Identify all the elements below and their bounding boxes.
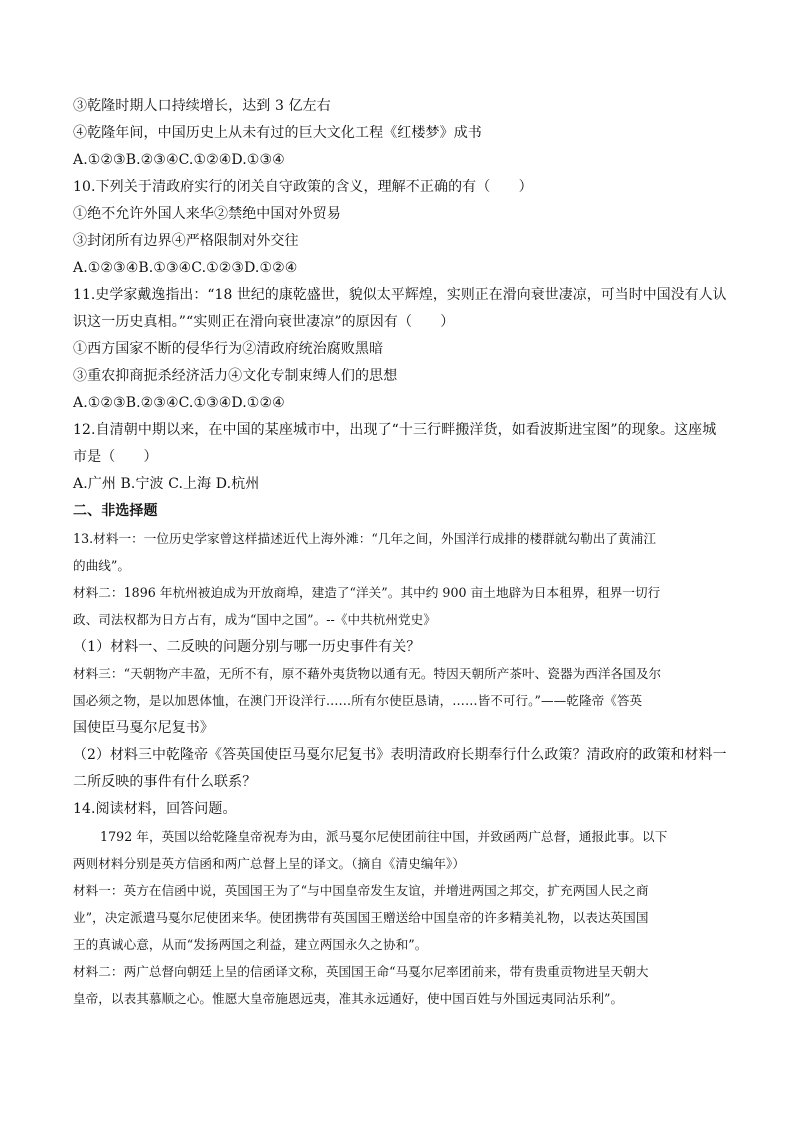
q14-material1-line3: 王的真诚心意，从而“发扬两国之利益，建立两国永久之协和”。 <box>73 937 428 952</box>
q14-material2-line1: 材料二：两广总督向朝廷上呈的信函译文称，英国国王命“马戛尔尼率团前来，带有贵重贡物进呈天朝大 <box>73 964 649 979</box>
q14-material1-line2: 业”，决定派遣马戛尔尼使团来华。使团携带有英国国王赠送给中国皇帝的许多精美礼物，以表达英国国 <box>73 910 649 925</box>
answer-choices-q10: A.①②③④B.①③④C.①②③D.①②④ <box>73 260 298 276</box>
question-12-stem-line1: 12.自清朝中期以来，在中国的某座城市中，出现了“十三行畔搬洋货，如看波斯进宝图”的现象。这座城 <box>73 422 717 438</box>
q13-material1-line1: 13.材料一：一位历史学家曾这样描述近代上海外滩：“几年之间，外国洋行成排的楼群就勾勒出了黄浦江 <box>73 531 656 546</box>
q13-material1-line2: 的曲线”。 <box>73 558 131 573</box>
answer-choices-q12: A.广州 B.宁波 C.上海 D.杭州 <box>73 476 260 492</box>
q13-material3-line3: 国使臣马戛尔尼复书》 <box>73 720 214 736</box>
question-11-stem-line2: 识这一历史真相。”“实则正在滑向衰世凄凉”的原因有（ ） <box>73 314 455 330</box>
option-statement-3: ③乾隆时期人口持续增长，达到 3 亿左右 <box>73 98 331 114</box>
option-statement-4: ④乾隆年间，中国历史上从未有过的巨大文化工程《红楼梦》成书 <box>73 125 482 141</box>
answer-choices-q9: A.①②③B.②③④C.①②④D.①③④ <box>73 152 285 168</box>
question-10-statements-b: ③封闭所有边界④严格限制对外交往 <box>73 233 299 249</box>
section-heading: 二、非选择题 <box>73 503 158 519</box>
question-11-statements-b: ③重农抑商扼杀经济活力④文化专制束缚人们的思想 <box>73 368 398 384</box>
q13-material2-line1: 材料二：1896 年杭州被迫成为开放商埠，建造了“洋关”。其中约 900 亩土地辟为日本租界，租界一切行 <box>73 585 661 600</box>
q14-material1-line1: 材料一：英方在信函中说，英国国王为了“与中国皇帝发生友谊，并增进两国之邦交，扩充两国人民之商 <box>73 883 649 898</box>
q14-intro-line1: 1792 年，英国以给乾隆皇帝祝寿为由，派马戛尔尼使团前往中国，并致函两广总督，通报此事。以下 <box>100 829 668 844</box>
q13-material2-line2: 政、司法权都为日方占有，成为“国中之国”。--《中共杭州党史》 <box>73 612 436 627</box>
q13-material3-line1: 材料三：“天朝物产丰盈，无所不有，原不藉外夷货物以通有无。特因天朝所产茶叶、瓷器为西洋各国及尔 <box>73 666 662 681</box>
q13-subquestion-1: （1）材料一、二反映的问题分别与哪一历史事件有关？ <box>73 639 421 655</box>
question-14-stem: 14.阅读材料，回答问题。 <box>73 801 237 817</box>
question-11-statements-a: ①西方国家不断的侵华行为②清政府统治腐败黑暗 <box>73 341 384 357</box>
q14-material2-line2: 皇帝，以表其慕顺之心。惟愿大皇帝施恩远夷，准其永远通好，使中国百姓与外国远夷同沾乐利”。 <box>73 991 624 1006</box>
question-10-statements-a: ①绝不允许外国人来华②禁绝中国对外贸易 <box>73 206 341 222</box>
question-11-stem-line1: 11.史学家戴逸指出：“18 世纪的康乾盛世，貌似太平辉煌，实则正在滑向衰世凄凉，可当时中国没有人认 <box>73 287 727 303</box>
q13-subquestion-2-line2: 二所反映的事件有什么联系？ <box>73 774 257 790</box>
q13-subquestion-2-line1: （2）材料三中乾隆帝《答英国使臣马戛尔尼复书》表明清政府长期奉行什么政策？清政府的政策和材料一 <box>73 747 727 763</box>
question-10-stem: 10.下列关于清政府实行的闭关自守政策的含义，理解不正确的有（ ） <box>73 179 533 195</box>
q14-intro-line2: 两则材料分别是英方信函和两广总督上呈的译文。（摘自《清史编年》） <box>73 856 465 871</box>
question-12-stem-line2: 市是（ ） <box>73 449 158 465</box>
q13-material3-line2: 国必须之物，是以加恩体恤，在澳门开设洋行……所有尔使臣恳请，……皆不可行。”——乾隆帝《答英 <box>73 693 643 708</box>
answer-choices-q11: A.①②③B.②③④C.①③④D.①②④ <box>73 395 285 411</box>
